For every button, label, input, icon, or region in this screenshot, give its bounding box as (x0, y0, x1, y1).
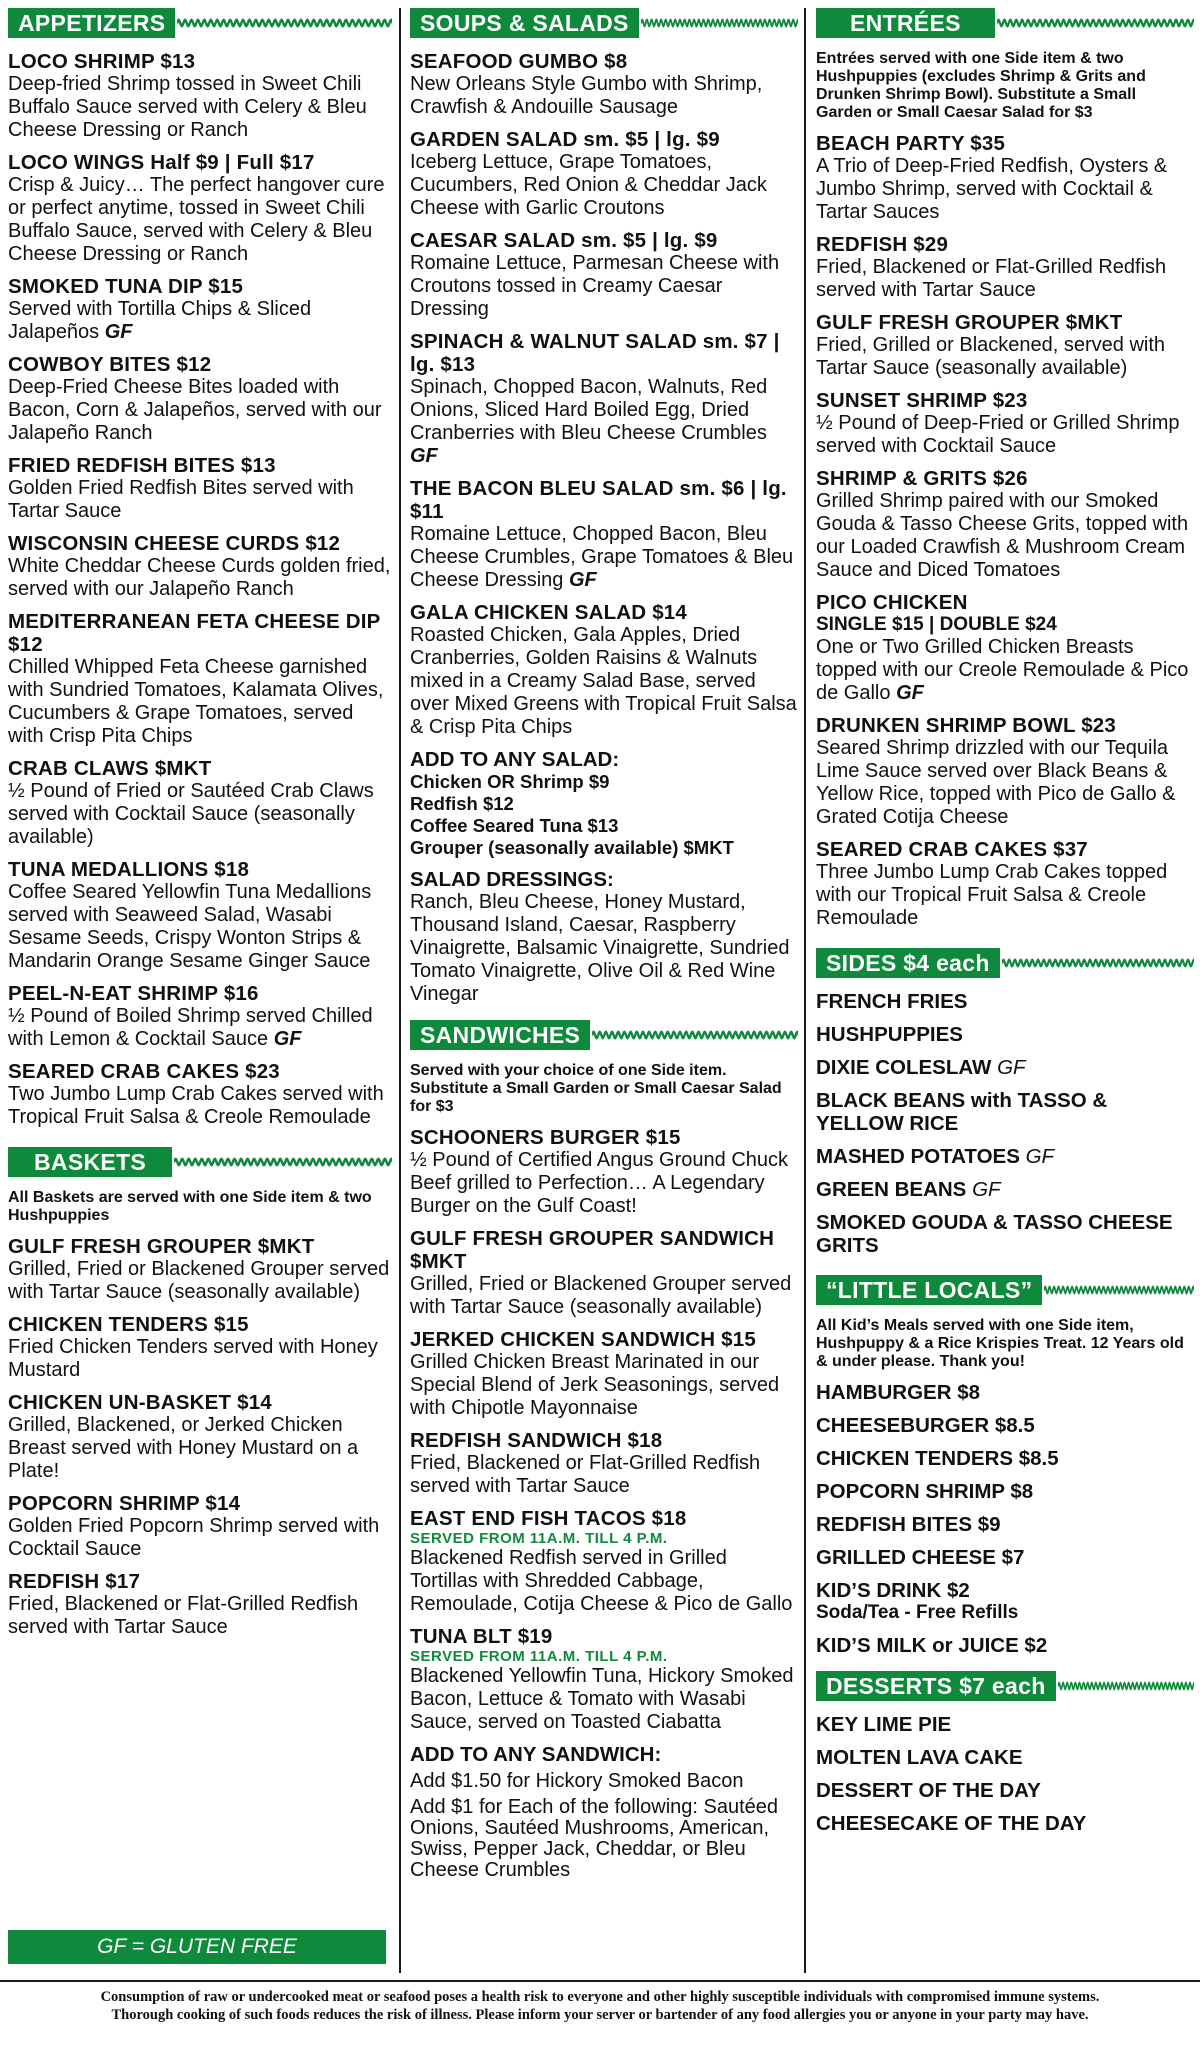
menu-item-name: GULF FRESH GROUPER $MKT (8, 1235, 315, 1258)
menu-item (410, 50, 798, 119)
description-text: Iceberg Lettuce, Grape Tomatoes, Cucumbers, Red Onion & Cheddar Jack Cheese with Garlic Croutons (410, 151, 767, 219)
menu-item-description (410, 252, 798, 321)
gluten-free-badge: GF (896, 682, 924, 704)
kids-list (816, 1381, 1194, 1657)
gluten-free-badge: GF (997, 1056, 1026, 1079)
salad-dressings (410, 868, 798, 1006)
menu-item-description (410, 1665, 798, 1734)
menu-item-description (410, 1273, 798, 1319)
menu-item-name: TUNA BLT $19 (410, 1625, 553, 1648)
kids-note: All Kid’s Meals served with one Side item, Hushpuppy & a Rice Krispies Treat. 12 Years old & under please. Thank you! (816, 1317, 1184, 1370)
soups-title: SOUPS & SALADS (410, 8, 639, 38)
menu-item-name: EAST END FISH TACOS $18 (410, 1507, 687, 1530)
menu-item-name: BLACK BEANS with TASSO & YELLOW RICE (816, 1089, 1108, 1135)
menu-item-name: CHEESECAKE OF THE DAY (816, 1812, 1087, 1835)
menu-item-name: MEDITERRANEAN FETA CHEESE DIP $12 (8, 610, 381, 656)
menu-item (816, 1746, 1194, 1769)
baskets-note: All Baskets are served with one Side item & two Hushpuppies (8, 1189, 372, 1224)
menu-item-name: SMOKED GOUDA & TASSO CHEESE GRITS (816, 1211, 1173, 1257)
menu-item-name: LOCO SHRIMP $13 (8, 50, 196, 73)
column-divider (399, 8, 401, 1973)
wave-ornament (997, 16, 1194, 30)
sandwiches-header (410, 1020, 798, 1050)
gluten-free-badge: GF (410, 445, 438, 467)
description-text: Grilled, Blackened, or Jerked Chicken Breast served with Honey Mustard on a Plate! (8, 1414, 359, 1482)
menu-item (816, 714, 1194, 829)
menu-item-description (8, 780, 392, 849)
wave-ornament (1058, 1679, 1194, 1693)
gluten-free-legend: GF = GLUTEN FREE (8, 1930, 386, 1964)
menu-item-description (8, 656, 392, 748)
menu-item (816, 1579, 1194, 1624)
menu-item-name: SHRIMP & GRITS $26 (816, 467, 1028, 490)
menu-item-name: GARDEN SALAD sm. $5 | lg. $9 (410, 128, 720, 151)
description-text: Deep-fried Shrimp tossed in Sweet Chili Buffalo Sauce served with Celery & Bleu Cheese Dressing or Ranch (8, 73, 367, 141)
description-text: Grilled, Fried or Blackened Grouper served with Tartar Sauce (seasonally available) (410, 1273, 792, 1318)
menu-item (410, 1126, 798, 1218)
menu-item (8, 610, 392, 748)
wave-ornament (174, 1155, 392, 1169)
menu-item (410, 1507, 798, 1616)
gluten-free-badge: GF (568, 569, 597, 591)
menu-item (8, 1570, 392, 1639)
menu-item (410, 1227, 798, 1319)
description-text: Romaine Lettuce, Parmesan Cheese with Croutons tossed in Creamy Caesar Dressing (410, 252, 780, 320)
menu-item-name: PEEL-N-EAT SHRIMP $16 (8, 982, 259, 1005)
menu-item (410, 128, 798, 220)
description-text: Served with Tortilla Chips & Sliced Jalapeños (8, 298, 312, 343)
menu-item (8, 454, 392, 523)
description-text: ½ Pound of Deep-Fried or Grilled Shrimp served with Cocktail Sauce (816, 412, 1180, 457)
menu-item-name: SCHOONERS BURGER $15 (410, 1126, 681, 1149)
menu-item (816, 233, 1194, 302)
menu-item (816, 1211, 1194, 1257)
menu-item-name: KID’S DRINK $2 (816, 1579, 970, 1602)
menu-item-name: MOLTEN LAVA CAKE (816, 1746, 1023, 1769)
wave-ornament (177, 16, 392, 30)
menu-item-name: CAESAR SALAD sm. $5 | lg. $9 (410, 229, 718, 252)
menu-item-description (8, 1593, 392, 1639)
menu-item-description (8, 1258, 392, 1304)
menu-item-description (8, 1414, 392, 1483)
menu-item-name: GREEN BEANS (816, 1178, 967, 1201)
menu-item-name: WISCONSIN CHEESE CURDS $12 (8, 532, 341, 555)
menu-item (816, 467, 1194, 582)
menu-item-name: SEAFOOD GUMBO $8 (410, 50, 628, 73)
description-text: Fried, Blackened or Flat-Grilled Redfish served with Tartar Sauce (816, 256, 1167, 301)
description-text: Fried, Grilled or Blackened, served with Tartar Sauce (seasonally available) (816, 334, 1166, 379)
menu-item-description (410, 73, 798, 119)
gluten-free-badge: GF (972, 1178, 1001, 1201)
menu-item (816, 1089, 1194, 1135)
salad-dressings-text: Ranch, Bleu Cheese, Honey Mustard, Thousand Island, Caesar, Raspberry Vinaigrette, Balsamic Vinaigrette, Sundried Tomato Vinaigrette, Olive Oil & Red Wine Vinegar (410, 891, 790, 1005)
menu-item-description (410, 1351, 798, 1420)
menu-item-description (410, 624, 798, 739)
add-to-salad-line: Coffee Seared Tuna $13 (410, 815, 619, 836)
menu-item (816, 838, 1194, 930)
menu-item (410, 229, 798, 321)
menu-item-name: DIXIE COLESLAW (816, 1056, 992, 1079)
kids-header (816, 1275, 1194, 1305)
disclaimer-line: Thorough cooking of such foods reduces the risk of illness. Please inform your server or bartender of any food allergies you or anyone in your party may have. (111, 2007, 1089, 2023)
menu-item-name: HAMBURGER $8 (816, 1381, 981, 1404)
description-text: Golden Fried Popcorn Shrimp served with Cocktail Sauce (8, 1515, 380, 1560)
menu-item (8, 757, 392, 849)
entrees-list (816, 132, 1194, 930)
menu-item (410, 1328, 798, 1420)
description-text: Grilled Chicken Breast Marinated in our Special Blend of Jerk Seasonings, served with Chipotle Mayonnaise (410, 1351, 780, 1419)
health-disclaimer (0, 1980, 1200, 2024)
menu-item-name: GALA CHICKEN SALAD $14 (410, 601, 688, 624)
menu-item-description (410, 376, 798, 468)
menu-item-description (816, 334, 1194, 380)
menu-item (816, 1447, 1194, 1470)
description-text: Fried, Blackened or Flat-Grilled Redfish served with Tartar Sauce (8, 1593, 359, 1638)
menu-item-name: GULF FRESH GROUPER $MKT (816, 311, 1123, 334)
add-to-sandwich-line: Add $1.50 for Hickory Smoked Bacon (410, 1770, 744, 1792)
menu-item-description (8, 1336, 392, 1382)
menu-item (816, 990, 1194, 1013)
menu-item-name: MASHED POTATOES (816, 1145, 1020, 1168)
menu-item-description (8, 1515, 392, 1561)
menu-item (8, 1235, 392, 1304)
menu-item (816, 311, 1194, 380)
menu-item-description (8, 477, 392, 523)
menu-item-description (410, 1149, 798, 1218)
description-text: Coffee Seared Yellowfin Tuna Medallions served with Seaweed Salad, Wasabi Sesame Seeds, Crispy Wonton Strips & Mandarin Orange Sesame Ginger Sauce (8, 881, 372, 972)
menu-item (816, 1414, 1194, 1437)
description-text: Fried Chicken Tenders served with Honey Mustard (8, 1336, 378, 1381)
menu-item (8, 858, 392, 973)
menu-item (816, 132, 1194, 224)
appetizers-list (8, 50, 392, 1129)
menu-item (8, 1060, 392, 1129)
kids-title: “LITTLE LOCALS” (816, 1275, 1042, 1305)
sides-title: SIDES $4 each (816, 948, 1000, 978)
menu-item-name: SUNSET SHRIMP $23 (816, 389, 1028, 412)
description-text: A Trio of Deep-Fried Redfish, Oysters & Jumbo Shrimp, served with Cocktail & Tartar Sauces (816, 155, 1168, 223)
appetizers-header (8, 8, 392, 38)
description-text: ½ Pound of Boiled Shrimp served Chilled with Lemon & Cocktail Sauce (8, 1005, 373, 1050)
menu-item-name: CHICKEN TENDERS $15 (8, 1313, 249, 1336)
description-text: ½ Pound of Fried or Sautéed Crab Claws served with Cocktail Sauce (seasonally available) (8, 780, 374, 848)
menu-item (8, 151, 392, 266)
menu-item-name: PICO CHICKEN (816, 591, 968, 614)
menu-item-name: COWBOY BITES $12 (8, 353, 212, 376)
menu-item-description (8, 174, 392, 266)
add-to-sandwich-line: Add $1 for Each of the following: Sautéed Onions, Sautéed Mushrooms, American, Swiss, Pepper Jack, Cheddar, or Bleu Cheese Crumbles (410, 1796, 779, 1881)
add-to-salad-line: Redfish $12 (410, 793, 514, 814)
desserts-title: DESSERTS $7 each (816, 1671, 1056, 1701)
menu-item (8, 50, 392, 142)
add-to-salad (410, 748, 798, 859)
entrees-title: ENTRÉES (816, 8, 995, 38)
menu-item-name: KID’S MILK or JUICE $2 (816, 1634, 1048, 1657)
menu-item (816, 1178, 1194, 1201)
menu-item-description (816, 412, 1194, 458)
menu-item (816, 1056, 1194, 1079)
menu-item-name: SEARED CRAB CAKES $23 (8, 1060, 280, 1083)
menu-item-name: REDFISH SANDWICH $18 (410, 1429, 663, 1452)
description-text: ½ Pound of Certified Angus Ground Chuck Beef grilled to Perfection… A Legendary Burger on the Gulf Coast! (410, 1149, 789, 1217)
add-to-sandwich (410, 1743, 798, 1881)
menu-item-name: FRIED REDFISH BITES $13 (8, 454, 276, 477)
menu-item (8, 1391, 392, 1483)
menu-item-description (8, 1005, 392, 1051)
menu-item-description (816, 861, 1194, 930)
description-text: Roasted Chicken, Gala Apples, Dried Cranberries, Golden Raisins & Walnuts mixed in a Creamy Salad Base, served over Mixed Greens with Tropical Fruit Salsa & Crisp Pita Chips (410, 624, 797, 738)
wave-ornament (592, 1028, 798, 1042)
description-text: Blackened Yellowfin Tuna, Hickory Smoked Bacon, Lettuce & Tomato with Wasabi Sauce, served on Toasted Ciabatta (410, 1665, 794, 1733)
menu-item (816, 1713, 1194, 1736)
menu-item (816, 1634, 1194, 1657)
menu-item-name: GRILLED CHEESE $7 (816, 1546, 1025, 1569)
description-text: Grilled, Fried or Blackened Grouper served with Tartar Sauce (seasonally available) (8, 1258, 390, 1303)
menu-item (410, 601, 798, 739)
menu-item (410, 330, 798, 468)
desserts-header (816, 1671, 1194, 1701)
menu-item-subline: SINGLE $15 | DOUBLE $24 (816, 614, 1057, 635)
menu-item-name: POPCORN SHRIMP $8 (816, 1480, 1034, 1503)
menu-item (410, 1625, 798, 1734)
menu-item (816, 591, 1194, 705)
description-text: White Cheddar Cheese Curds golden fried, served with our Jalapeño Ranch (8, 555, 391, 600)
served-hours: SERVED FROM 11A.M. TILL 4 P.M. (410, 1530, 668, 1547)
menu-item-subline: Soda/Tea - Free Refills (816, 1602, 1019, 1623)
menu-item-name: DESSERT OF THE DAY (816, 1779, 1041, 1802)
description-text: Blackened Redfish served in Grilled Tortillas with Shredded Cabbage, Remoulade, Cotija Cheese & Pico de Gallo (410, 1547, 793, 1615)
gluten-free-badge: GF (273, 1028, 302, 1050)
menu-item (816, 1513, 1194, 1536)
menu-item-name: REDFISH BITES $9 (816, 1513, 1001, 1536)
menu-item-description (410, 1547, 798, 1616)
menu-item (410, 1429, 798, 1498)
menu-item-description (816, 256, 1194, 302)
menu-item-description (8, 376, 392, 445)
column-middle (410, 8, 798, 1890)
menu-item-name: SPINACH & WALNUT SALAD sm. $7 | lg. $13 (410, 330, 780, 376)
menu-item (8, 353, 392, 445)
menu-item (8, 982, 392, 1051)
column-divider (804, 8, 806, 1973)
menu-item-name: CRAB CLAWS $MKT (8, 757, 212, 780)
wave-ornament (641, 16, 798, 30)
menu-item-description (816, 490, 1194, 582)
add-to-salad-line: Grouper (seasonally available) $MKT (410, 837, 734, 858)
sides-list (816, 990, 1194, 1257)
menu-item (816, 1023, 1194, 1046)
entrees-header (816, 8, 1194, 38)
menu-item-description (8, 881, 392, 973)
menu-item-description (8, 298, 392, 344)
menu-item-description (410, 1452, 798, 1498)
description-text: Spinach, Chopped Bacon, Walnuts, Red Onions, Sliced Hard Boiled Egg, Dried Cranberries with Bleu Cheese Crumbles (410, 376, 768, 444)
description-text: One or Two Grilled Chicken Breasts topped with our Creole Remoulade & Pico de Gallo (816, 636, 1189, 704)
wave-ornament (1002, 956, 1194, 970)
menu-item-description (8, 73, 392, 142)
served-hours: SERVED FROM 11A.M. TILL 4 P.M. (410, 1648, 668, 1665)
menu-item-name: SMOKED TUNA DIP $15 (8, 275, 244, 298)
add-to-salad-line: Chicken OR Shrimp $9 (410, 771, 610, 792)
add-to-sandwich-title: ADD TO ANY SANDWICH: (410, 1743, 662, 1766)
wave-ornament (1044, 1283, 1194, 1297)
menu-item-name: DRUNKEN SHRIMP BOWL $23 (816, 714, 1116, 737)
description-text: Romaine Lettuce, Chopped Bacon, Bleu Cheese Crumbles, Grape Tomatoes & Bleu Cheese Dressing (410, 523, 794, 591)
gluten-free-badge: GF (104, 321, 133, 343)
menu-item (8, 275, 392, 344)
menu-item-name: TUNA MEDALLIONS $18 (8, 858, 250, 881)
menu-item (8, 1492, 392, 1561)
menu-item-name: CHICKEN TENDERS $8.5 (816, 1447, 1059, 1470)
menu-item-description (8, 1083, 392, 1129)
menu-item-name: POPCORN SHRIMP $14 (8, 1492, 241, 1515)
menu-item (410, 477, 798, 592)
menu-item-name: SEARED CRAB CAKES $37 (816, 838, 1088, 861)
sandwiches-list (410, 1126, 798, 1734)
menu-item-name: LOCO WINGS Half $9 | Full $17 (8, 151, 315, 174)
description-text: Golden Fried Redfish Bites served with Tartar Sauce (8, 477, 354, 522)
menu-item (8, 1313, 392, 1382)
column-right (816, 8, 1194, 1845)
menu-item (816, 389, 1194, 458)
menu-item-description (410, 151, 798, 220)
menu-item (816, 1381, 1194, 1404)
entrees-note: Entrées served with one Side item & two Hushpuppies (excludes Shrimp & Grits and Drunken Shrimp Bowl). Substitute a Small Garden or Small Caesar Salad for $3 (816, 50, 1146, 121)
description-text: Two Jumbo Lump Crab Cakes served with Tropical Fruit Salsa & Creole Remoulade (8, 1083, 384, 1128)
description-text: Fried, Blackened or Flat-Grilled Redfish served with Tartar Sauce (410, 1452, 761, 1497)
menu-item (816, 1779, 1194, 1802)
description-text: Crisp & Juicy… The perfect hangover cure or perfect anytime, tossed in Sweet Chili Buffalo Sauce, served with Celery & Bleu Cheese Dressing or Ranch (8, 174, 385, 265)
column-left (8, 8, 392, 1648)
menu-item-description (816, 155, 1194, 224)
soups-list (410, 50, 798, 739)
menu-item-name: CHEESEBURGER $8.5 (816, 1414, 1035, 1437)
sides-header (816, 948, 1194, 978)
menu-item (816, 1480, 1194, 1503)
menu-item-description (816, 737, 1194, 829)
menu-item-name: GULF FRESH GROUPER SANDWICH $MKT (410, 1227, 775, 1273)
menu-item-description (816, 636, 1194, 705)
description-text: Seared Shrimp drizzled with our Tequila Lime Sauce served over Black Beans & Yellow Rice, topped with Pico de Gallo & Grated Cotija Cheese (816, 737, 1176, 828)
soups-header (410, 8, 798, 38)
menu-item-name: JERKED CHICKEN SANDWICH $15 (410, 1328, 756, 1351)
menu-item-name: REDFISH $29 (816, 233, 949, 256)
sandwiches-note: Served with your choice of one Side item. Substitute a Small Garden or Small Caesar Salad for $3 (410, 1062, 782, 1115)
description-text: Chilled Whipped Feta Cheese garnished with Sundried Tomatoes, Kalamata Olives, Cucumbers & Grape Tomatoes, served with Crisp Pita Chips (8, 656, 384, 747)
menu-item-description (8, 555, 392, 601)
menu-item-name: BEACH PARTY $35 (816, 132, 1006, 155)
baskets-title: BASKETS (8, 1147, 172, 1177)
baskets-header (8, 1147, 392, 1177)
menu-item (816, 1145, 1194, 1168)
description-text: Grilled Shrimp paired with our Smoked Gouda & Tasso Cheese Grits, topped with our Loaded Crawfish & Mushroom Cream Sauce and Diced Tomatoes (816, 490, 1189, 581)
add-to-salad-title: ADD TO ANY SALAD: (410, 748, 620, 771)
menu-item-name: FRENCH FRIES (816, 990, 968, 1013)
baskets-list (8, 1235, 392, 1639)
gluten-free-badge: GF (1025, 1145, 1055, 1168)
disclaimer-line: Consumption of raw or undercooked meat or seafood poses a health risk to everyone and other highly susceptible individuals with compromised immune systems. (100, 1989, 1100, 2005)
description-text: New Orleans Style Gumbo with Shrimp, Crawfish & Andouille Sausage (410, 73, 763, 118)
menu-item (8, 532, 392, 601)
desserts-list (816, 1713, 1194, 1835)
menu-item-name: CHICKEN UN-BASKET $14 (8, 1391, 272, 1414)
menu-item-description (410, 523, 798, 592)
menu-item (816, 1546, 1194, 1569)
appetizers-title: APPETIZERS (8, 8, 175, 38)
menu-item-name: HUSHPUPPIES (816, 1023, 963, 1046)
menu-item (816, 1812, 1194, 1835)
salad-dressings-title: SALAD DRESSINGS: (410, 868, 614, 891)
description-text: Deep-Fried Cheese Bites loaded with Bacon, Corn & Jalapeños, served with our Jalapeño Ranch (8, 376, 382, 444)
menu-item-name: KEY LIME PIE (816, 1713, 952, 1736)
sandwiches-title: SANDWICHES (410, 1020, 590, 1050)
menu-item-name: THE BACON BLEU SALAD sm. $6 | lg. $11 (410, 477, 787, 523)
menu-item-name: REDFISH $17 (8, 1570, 141, 1593)
description-text: Three Jumbo Lump Crab Cakes topped with our Tropical Fruit Salsa & Creole Remoulade (816, 861, 1168, 929)
